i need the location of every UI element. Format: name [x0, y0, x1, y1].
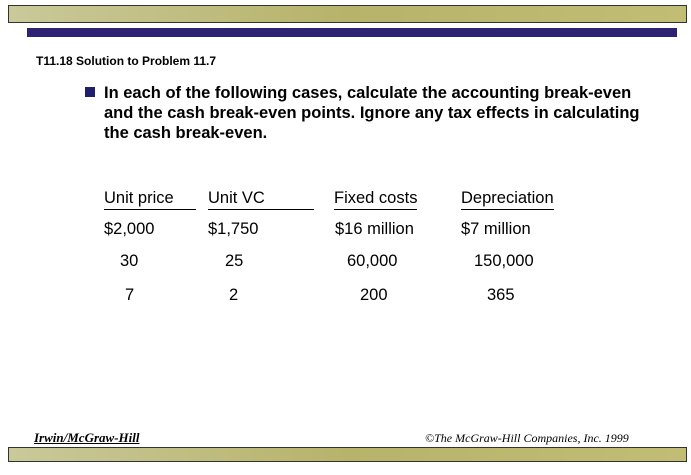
table-cell: $1,750	[208, 220, 259, 238]
table-cell: 60,000	[347, 252, 398, 270]
header-unit-vc: Unit VC	[208, 189, 314, 210]
table-cell: 7	[125, 286, 135, 304]
copyright-label: ©The McGraw-Hill Companies, Inc. 1999	[425, 431, 629, 445]
table-cell: 25	[225, 252, 244, 270]
table-cell: 200	[360, 286, 388, 304]
header-depreciation: Depreciation	[461, 189, 554, 210]
table-cell: 150,000	[474, 252, 534, 270]
publisher-label: Irwin/McGraw-Hill	[34, 430, 140, 445]
table-cell: $2,000	[104, 220, 155, 238]
bottom-decorative-bar	[8, 447, 687, 462]
table-cell: 30	[120, 252, 139, 270]
bullet-square-icon	[85, 87, 95, 97]
table-cell: $16 million	[335, 220, 414, 238]
header-fixed-costs: Fixed costs	[334, 189, 417, 210]
table-cell: 2	[229, 286, 239, 304]
slide-title: T11.18 Solution to Problem 11.7	[36, 54, 217, 68]
top-decorative-bar	[8, 5, 687, 23]
title-accent-bar	[27, 28, 677, 37]
table-cell: $7 million	[461, 220, 531, 238]
header-unit-price: Unit price	[104, 189, 196, 210]
bullet-text: In each of the following cases, calculate the accounting break-even and the cash break-even points. Ignore any tax effects in calculating the cash break-even.	[104, 84, 640, 142]
table-cell: 365	[487, 286, 515, 304]
